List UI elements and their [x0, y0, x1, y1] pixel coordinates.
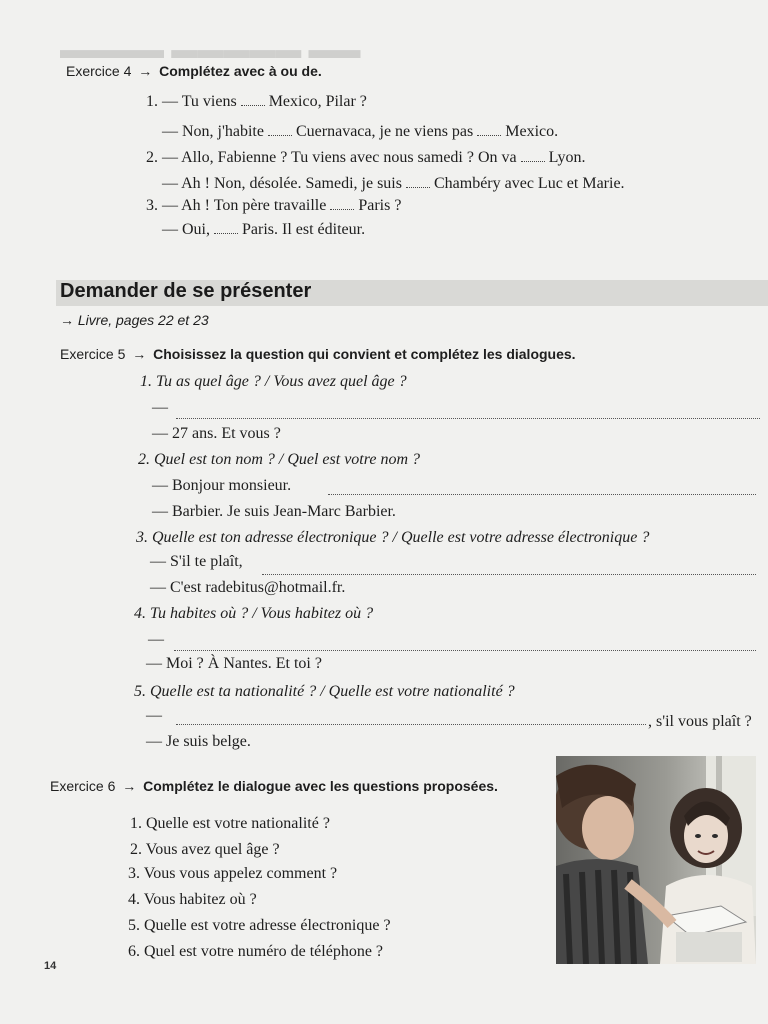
ex6-item-1: 1. Quelle est votre nationalité ?	[130, 815, 330, 832]
exercise-5-label: Exercice 5	[60, 346, 126, 362]
ex5-answer-4b: — Moi ? À Nantes. Et toi ?	[146, 655, 322, 672]
ex4-line-6: — Oui, Paris. Il est éditeur.	[162, 221, 366, 238]
blank[interactable]	[214, 221, 238, 234]
blank[interactable]	[521, 149, 545, 162]
exercise-6-instruction: Complétez le dialogue avec les questions proposées.	[143, 778, 498, 794]
exercise-4-instruction: Complétez avec à ou de.	[159, 63, 322, 79]
arrow-icon: →	[138, 63, 153, 79]
ex5-answer-1b: — 27 ans. Et vous ?	[152, 425, 281, 442]
ex5-question-3: 3. Quelle est ton adresse électronique ? / Quelle est votre adresse électronique ?	[136, 529, 650, 546]
ex5-answer-3b: — C'est radebitus@hotmail.fr.	[150, 579, 346, 596]
ex5-answer-4a: —	[148, 631, 164, 648]
ex5-answer-2a: — Bonjour monsieur.	[152, 477, 292, 494]
ex4-line-2: — Non, j'habite Cuernavaca, je ne viens pas Mexico.	[162, 123, 559, 140]
bleed-through-decoration: ▬▬▬▬ ▬▬▬▬▬ ▬▬	[60, 34, 361, 64]
blank[interactable]	[241, 93, 265, 106]
section-title: Demander de se présenter	[60, 280, 312, 302]
answer-line[interactable]	[176, 418, 760, 419]
exercise-6-title	[50, 778, 498, 794]
ex5-answer-1a: —	[152, 399, 168, 416]
ex6-item-2: 2. Vous avez quel âge ?	[130, 841, 280, 858]
exercise-5-instruction: Choisissez la question qui convient et complétez les dialogues.	[153, 346, 576, 362]
arrow-icon: →	[132, 346, 147, 362]
students-photo	[556, 756, 756, 964]
ex6-item-4: 4. Vous habitez où ?	[128, 891, 257, 908]
blank[interactable]	[477, 123, 501, 136]
ex5-question-4: 4. Tu habites où ? / Vous habitez où ?	[134, 605, 374, 622]
ex5-answer-5a-end: , s'il vous plaît ?	[648, 713, 752, 730]
answer-line[interactable]	[176, 724, 646, 725]
exercise-5-title	[60, 346, 576, 362]
exercise-6-label: Exercice 6	[50, 778, 116, 794]
blank[interactable]	[406, 175, 430, 188]
ex6-item-3: 3. Vous vous appelez comment ?	[128, 865, 338, 882]
answer-line[interactable]	[262, 574, 756, 575]
ex5-answer-5b: — Je suis belge.	[146, 733, 251, 750]
ex4-line-1: 1. — Tu viens Mexico, Pilar ?	[146, 93, 367, 110]
ex5-question-2: 2. Quel est ton nom ? / Quel est votre nom ?	[138, 451, 421, 468]
ex4-line-3: 2. — Allo, Fabienne ? Tu viens avec nous samedi ? On va Lyon.	[146, 149, 586, 166]
ex5-answer-2b: — Barbier. Je suis Jean-Marc Barbier.	[152, 503, 396, 520]
arrow-icon: →	[122, 778, 137, 794]
exercise-4-label: Exercice 4	[66, 63, 132, 79]
exercise-4-title	[66, 63, 322, 79]
page-number: 14	[44, 960, 57, 972]
ex5-answer-3a: — S'il te plaît,	[150, 553, 243, 570]
book-reference: → Livre, pages 22 et 23	[60, 312, 209, 328]
ex5-answer-5a: —	[146, 707, 162, 724]
ex5-question-5: 5. Quelle est ta nationalité ? / Quelle est votre nationalité ?	[134, 683, 515, 700]
ex4-line-4: — Ah ! Non, désolée. Samedi, je suis Chambéry avec Luc et Marie.	[162, 175, 625, 192]
blank[interactable]	[268, 123, 292, 136]
ex5-question-1: 1. Tu as quel âge ? / Vous avez quel âge ?	[140, 373, 407, 390]
blank[interactable]	[330, 197, 354, 210]
ex4-line-5: 3. — Ah ! Ton père travaille Paris ?	[146, 197, 402, 214]
answer-line[interactable]	[174, 650, 756, 651]
ex6-item-6: 6. Quel est votre numéro de téléphone ?	[128, 943, 384, 960]
answer-line[interactable]	[328, 494, 756, 495]
ex6-item-5: 5. Quelle est votre adresse électronique ?	[128, 917, 391, 934]
